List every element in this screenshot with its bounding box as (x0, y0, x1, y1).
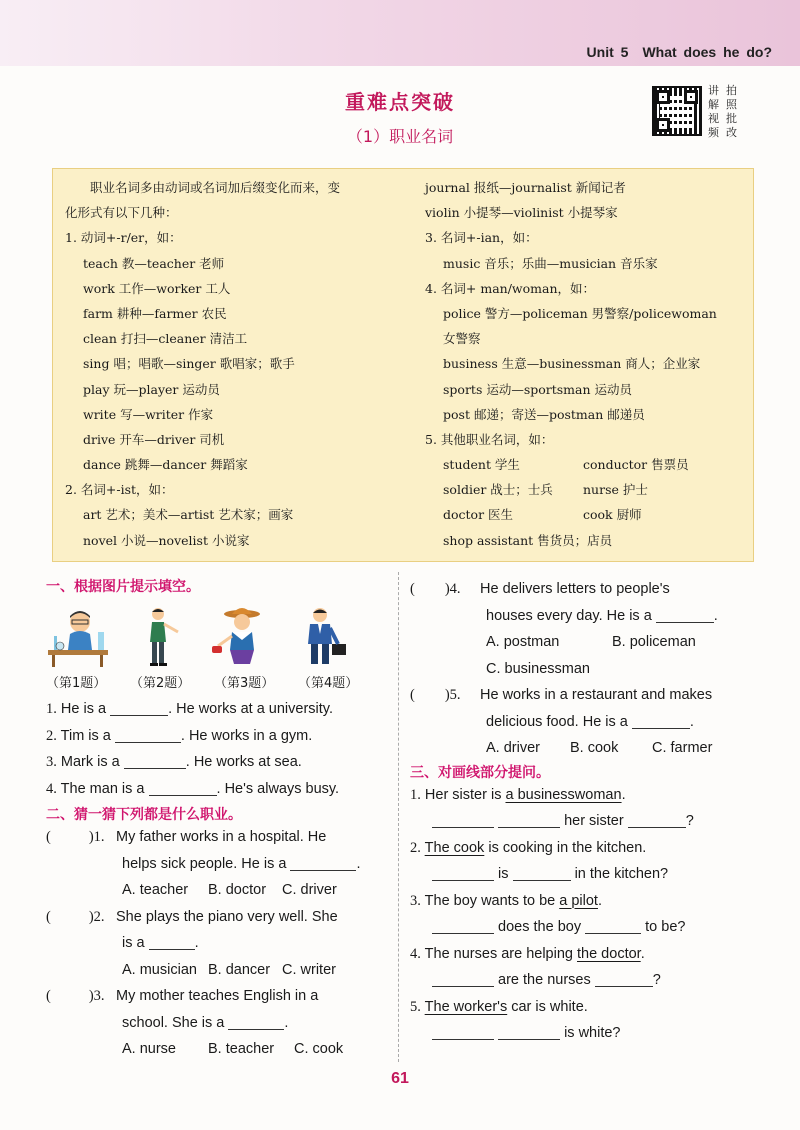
answer-blank[interactable] (513, 865, 571, 881)
kb-line: play 玩—player 运动员 (83, 381, 220, 397)
answer-blank[interactable] (656, 607, 714, 623)
answer-blank[interactable] (149, 934, 195, 950)
option[interactable]: C. businessman (486, 660, 590, 677)
s2-question-2-options (46, 957, 386, 984)
s3-question-2: 2. The cook is cooking in the kitchen. (410, 839, 647, 856)
kb-line: sports 运动—sportsman 运动员 (443, 381, 633, 397)
s2-question-4: ( )4. He delivers letters to people's (410, 576, 750, 603)
s3-question-4: 4. The nurses are helping the doctor. (410, 945, 645, 962)
option[interactable]: A. driver (486, 740, 540, 756)
caption: （第1题） (46, 676, 107, 691)
s2-question-4-options-2 (410, 656, 750, 683)
kb-line: police 警方—policeman 男警察/policewoman (443, 305, 717, 321)
answer-blank[interactable] (432, 865, 494, 881)
s3-answer-5: is white? (410, 1020, 750, 1047)
caption: （第2题） (130, 676, 191, 691)
option[interactable]: B. teacher (208, 1041, 275, 1057)
kb-line: teach 教—teacher 老师 (83, 255, 225, 271)
s3-question-1: 1. Her sister is a businesswoman. (410, 786, 626, 803)
answer-paren[interactable]: ( )1. (46, 829, 105, 845)
kb-line: 5. 其他职业名词，如： (425, 431, 554, 447)
answer-blank[interactable] (432, 1024, 494, 1040)
kb-line: 2. 名词+-ist，如： (65, 482, 174, 498)
answer-blank[interactable] (124, 753, 186, 769)
right-column (410, 576, 750, 1047)
s3-answer-4: are the nurses ? (410, 967, 750, 994)
kb-line: write 写—writer 作家 (83, 406, 214, 422)
kb-line: 化形式有以下几种： (65, 205, 178, 221)
kb-pair-row: student 学生 conductor 售票员 (443, 457, 689, 473)
section3-heading: 三、对画线部分提问。 (410, 764, 550, 781)
s2-question-1: ( )1. My father works in a hospital. He (46, 824, 386, 851)
s2-question-1-line2: helps sick people. He is a . (122, 855, 361, 872)
kb-line: 1. 动词+-r/er，如： (65, 230, 182, 246)
kb-line: post 邮递；寄送—postman 邮递员 (443, 406, 645, 422)
kb-line: violin 小提琴—violinist 小提琴家 (425, 205, 618, 221)
qr-code-icon[interactable] (652, 86, 702, 136)
answer-blank[interactable] (628, 812, 686, 828)
option[interactable]: B. cook (570, 740, 619, 756)
s1-question-2: 2. Tim is a . He works in a gym. (46, 727, 313, 744)
s2-question-2-line2: is a . (122, 935, 199, 951)
s2-question-5-options (410, 735, 750, 762)
s2-question-5-line2: delicious food. He is a . (486, 713, 694, 730)
option[interactable]: C. farmer (652, 740, 713, 756)
kb-line: 4. 名词+ man/woman，如： (425, 280, 595, 296)
s2-question-3-line2: school. She is a . (122, 1014, 289, 1031)
option[interactable]: A. nurse (122, 1041, 176, 1057)
kb-line: 职业名词多由动词或名词加后缀变化而来，变 (65, 180, 341, 195)
option[interactable]: B. policeman (612, 634, 696, 650)
answer-blank[interactable] (632, 713, 690, 729)
s2-question-2: ( )2. She plays the piano very well. She (46, 904, 386, 931)
option[interactable]: C. driver (282, 882, 337, 898)
kb-line: 3. 名词+-ian，如： (425, 230, 538, 246)
answer-blank[interactable] (595, 971, 653, 987)
running-header (587, 44, 772, 60)
caption: （第4题） (298, 676, 359, 691)
kb-line: art 艺术；美术—artist 艺术家；画家 (83, 507, 294, 523)
kb-line: farm 耕种—farmer 农民 (83, 305, 227, 321)
knowledge-left-column (65, 175, 405, 553)
answer-blank[interactable] (498, 812, 560, 828)
s3-question-3: 3. The boy wants to be a pilot. (410, 892, 602, 909)
option[interactable]: C. writer (282, 961, 336, 978)
kb-line: music 音乐；乐曲—musician 音乐家 (443, 255, 658, 271)
answer-blank[interactable] (432, 918, 494, 934)
knowledge-right-column (425, 175, 745, 553)
kb-line: sing 唱；唱歌—singer 歌唱家；歌手 (83, 356, 295, 372)
s3-answer-3: does the boy to be? (410, 914, 750, 941)
column-divider (398, 572, 399, 1062)
section2-heading: 二、猜一猜下列都是什么职业。 (46, 807, 242, 823)
answer-blank[interactable] (115, 727, 181, 743)
s1-question-3: 3. Mark is a . He works at sea. (46, 754, 302, 770)
kb-line: business 生意—businessman 商人；企业家 (443, 356, 701, 372)
answer-blank[interactable] (290, 855, 356, 871)
s2-question-3: ( )3. My mother teaches English in a (46, 983, 386, 1010)
s3-answer-2: is in the kitchen? (410, 861, 750, 888)
kb-line: novel 小说—novelist 小说家 (83, 532, 250, 548)
kb-pair-row: doctor 医生 cook 厨师 (443, 507, 642, 523)
answer-paren[interactable]: ( )4. (410, 581, 461, 597)
knowledge-box (52, 168, 754, 562)
kb-line: work 工作—worker 工人 (83, 280, 231, 296)
page-title: 重难点突破 (345, 90, 455, 114)
s2-question-4-options (410, 629, 750, 656)
left-column (46, 576, 386, 1063)
s2-question-5: ( )5. He works in a restaurant and makes (410, 682, 750, 709)
answer-blank[interactable] (498, 1024, 560, 1040)
option[interactable]: C. cook (294, 1041, 344, 1057)
s2-question-3-options (46, 1036, 386, 1063)
caption: （第3题） (214, 676, 275, 691)
kb-line: drive 开车—driver 司机 (83, 431, 225, 447)
kb-pair-row: soldier 战士；士兵 nurse 护士 (443, 482, 648, 498)
sailor-illustration (210, 606, 274, 668)
option[interactable]: A. musician (122, 961, 197, 978)
unit-label: Unit 5 (586, 44, 629, 60)
answer-blank[interactable] (585, 918, 641, 934)
option[interactable]: A. teacher (122, 882, 189, 898)
answer-blank[interactable] (432, 812, 494, 828)
s3-answer-1: her sister ? (410, 808, 750, 835)
s3-question-5: 5. The worker's car is white. (410, 998, 588, 1015)
s1-question-1: 1. He is a . He works at a university. (46, 701, 334, 717)
qr-label: 讲 拍 解 照 视 批 频 改 (708, 84, 737, 139)
answer-blank[interactable] (228, 1014, 284, 1030)
option[interactable]: B. dancer (208, 961, 271, 978)
answer-paren[interactable]: ( )2. (46, 908, 105, 925)
scientist-illustration (46, 606, 110, 668)
s2-question-1-options (46, 877, 386, 904)
s2-question-4-line2: houses every day. He is a . (486, 607, 718, 624)
page-subtitle: （1）职业名词 (346, 127, 454, 146)
coach-illustration (128, 606, 192, 668)
option[interactable]: B. doctor (208, 882, 267, 898)
kb-pair-row: shop assistant 售货员；店员 (443, 532, 613, 548)
unit-title: What does he do? (642, 44, 772, 60)
businessman-illustration (292, 606, 356, 668)
kb-line: 女警察 (443, 331, 481, 347)
picture-captions (46, 672, 386, 696)
kb-line: clean 打扫—cleaner 清洁工 (83, 331, 248, 347)
kb-line: journal 报纸—journalist 新闻记者 (425, 180, 626, 195)
kb-line: dance 跳舞—dancer 舞蹈家 (83, 457, 248, 473)
answer-paren[interactable]: ( )5. (410, 687, 461, 703)
answer-paren[interactable]: ( )3. (46, 988, 105, 1004)
section1-heading: 一、根据图片提示填空。 (46, 579, 200, 595)
answer-blank[interactable] (432, 971, 494, 987)
option[interactable]: A. postman (486, 634, 560, 650)
page-number: 61 (391, 1070, 409, 1087)
answer-blank[interactable] (149, 780, 217, 796)
picture-row (46, 606, 386, 668)
answer-blank[interactable] (110, 700, 168, 716)
s1-question-4: 4. The man is a . He's always busy. (46, 780, 340, 797)
